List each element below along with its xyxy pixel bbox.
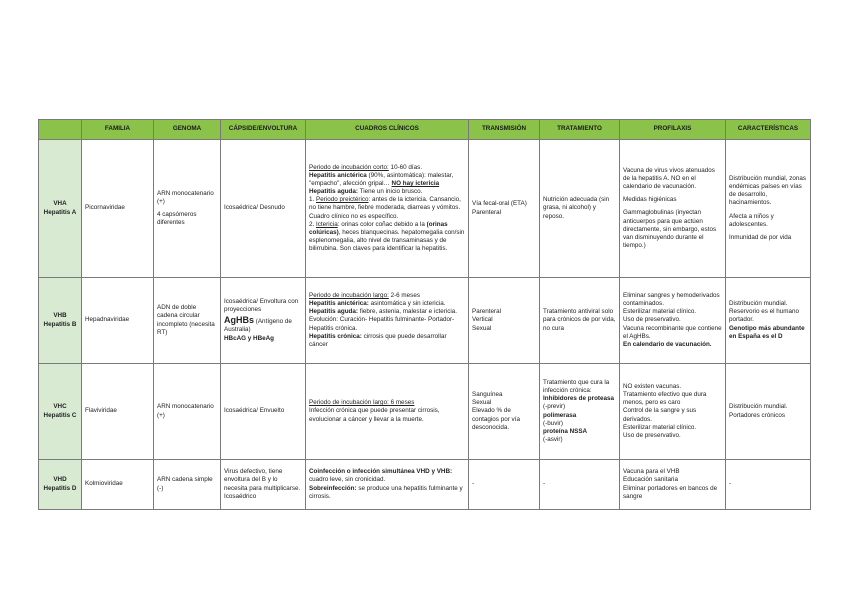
table-row-vha (39, 140, 811, 278)
profilaxis-cell (620, 278, 726, 364)
header-genoma: GENOMA (154, 120, 221, 140)
text: Infección crónica que puede presentar cirrosis, evolucionar a cáncer y llevar a la muerte. (309, 407, 440, 423)
text-bold: Hepatitis aguda: (309, 188, 358, 196)
capside-cell: Icosaédrica/ Desnudo (221, 140, 306, 278)
text: 2-6 meses (388, 291, 420, 299)
genoma-line: 4 capsómeros diferentes (157, 211, 197, 227)
caracteristicas-cell: - (726, 460, 811, 510)
text: , heces blanquecinas. hepatomegalia con/sin esplenomegalia, alto nivel de transaminasas y de bilirrubina. Son claves para identificar la hepatitis. (309, 228, 465, 253)
tratamiento-cell: - (540, 460, 620, 510)
text: asintomática y sin ictericia. (368, 300, 446, 308)
capside-line: Icosaédrica/ Envoltura con proyecciones (224, 298, 299, 314)
tratamiento-cell (540, 364, 620, 460)
caracteristicas-line: Inmunidad de por vida (729, 233, 792, 241)
profilaxis-line: Eliminar portadores en bancos de sangre (623, 484, 718, 500)
capside-line: HBcAG y HBeAg (224, 334, 275, 342)
text-underline: Periodo preictérico (316, 196, 369, 204)
profilaxis-line: Educación sanitaria (623, 476, 678, 484)
text-bold: (orinas colúricas) (309, 220, 448, 236)
tratamiento-line: Tratamiento que cura la infección crónica: (543, 378, 610, 394)
cuadros-clinicos-cell (306, 278, 469, 364)
transmision-line: Vertical (472, 316, 493, 324)
profilaxis-line: Uso de preservativo. (623, 431, 681, 439)
profilaxis-line: Medidas higiénicas (623, 196, 677, 204)
transmision-line: Vía fecal-oral (ETA) (472, 200, 527, 208)
hepatitis-table (38, 119, 811, 510)
profilaxis-cell (620, 364, 726, 460)
text-underline: Ictericia (316, 220, 338, 228)
text-underline: Periodo de incubación largo: 6 meses (309, 399, 415, 407)
tratamiento-line: (-previr) (543, 403, 566, 411)
profilaxis-line: Esterilizar material clínico. (623, 308, 697, 316)
text: 2. (309, 220, 317, 228)
virus-name: VHB Hepatitis B (39, 278, 82, 364)
caracteristicas-line: Distribución mundial. (729, 403, 788, 411)
caracteristicas-cell (726, 364, 811, 460)
transmision-line: Sexual (472, 399, 492, 407)
cuadros-clinicos-cell (306, 140, 469, 278)
caracteristicas-cell (726, 140, 811, 278)
profilaxis-line: Tratamiento efectivo que dura menos, pero es caro (623, 391, 707, 407)
cuadros-clinicos-cell (306, 364, 469, 460)
transmision-line: Parenteral (472, 208, 502, 216)
tratamiento-line: polimerasa (543, 411, 577, 419)
header-familia: FAMILIA (82, 120, 154, 140)
text: 10-60 días. (388, 163, 423, 171)
tratamiento-line: (-buvir) (543, 419, 563, 427)
familia-cell: Kolmioviridae (82, 460, 154, 510)
text: Tiene un inicio brusco. (357, 188, 423, 196)
table-row-vhc (39, 364, 811, 460)
text: cuadro leve, sin cronicidad. (309, 476, 386, 484)
profilaxis-line: Gammaglobulinas (inyectan anticuerpos para que actúen directamente, sin embargo, estos van disminuyendo durante el tiempo.) (623, 209, 717, 250)
familia-cell: Flaviviridae (82, 364, 154, 460)
profilaxis-line: En calendario de vacunación. (623, 340, 712, 348)
capside-cell: Virus defectivo, tiene envoltura del B y lo necesita para multiplicarse. Icosaédrico (221, 460, 306, 510)
text: fiebre, astenia, malestar e ictericia. Evolución: Curación- Hepatitis fulminante- Portador- Hepatitis crónica. (309, 308, 458, 332)
transmision-line: Parenteral (472, 308, 502, 316)
genoma-cell: ARN cadena simple (-) (154, 460, 221, 510)
text-bold: Coinfección o infección simultánea VHD y VHB: (309, 468, 453, 476)
text: : antes de la ictericia. Cansancio, no tiene hambre, fiebre moderada, diarreas y vómitos. Cuadro clínico no es específico. (309, 196, 461, 220)
profilaxis-line: Control de la sangre y sus derivados. (623, 407, 697, 423)
text: cirrosis que puede desarrollar cáncer (309, 332, 447, 348)
virus-name: VHC Hepatitis C (39, 364, 82, 460)
genoma-cell: ADN de doble cadena circular incompleto (necesita RT) (154, 278, 221, 364)
virus-name: VHD Hepatitis D (39, 460, 82, 510)
tratamiento-line: proteína NSSA (543, 427, 588, 435)
header-cuadros-clinicos: CUADROS CLÍNICOS (306, 120, 469, 140)
transmision-cell: - (469, 460, 540, 510)
header-row (39, 120, 811, 140)
text-underline: Periodo de incubación largo: (309, 291, 389, 299)
profilaxis-line: Eliminar sangres y hemoderivados contaminados. (623, 291, 720, 308)
caracteristicas-line: Portadores crónicos (729, 411, 785, 419)
caracteristicas-line: Distribución mundial. (729, 300, 788, 308)
genoma-cell: ARN monocatenario (+) (154, 364, 221, 460)
profilaxis-line: NO existen vacunas. (623, 382, 682, 390)
text: 1. (309, 196, 317, 204)
text-bold: Sobreinfección: (309, 484, 357, 492)
genoma-line: ARN monocatenario (+) (157, 189, 214, 205)
caracteristicas-line: Afecta a niños y adolescentes. (729, 212, 774, 228)
profilaxis-cell (620, 140, 726, 278)
text-bold: Hepatitis aguda: (309, 308, 358, 316)
tratamiento-line: Inhibidores de proteasa (543, 395, 615, 403)
tratamiento-cell: Nutrición adecuada (sin grasa, ni alcohol) y reposo. (540, 140, 620, 278)
caracteristicas-line: Genotipo más abundante en España es el D (729, 324, 805, 340)
profilaxis-line: Vacuna para el VHB (623, 468, 680, 476)
profilaxis-line: Vacuna recombinante que contiene el AgHBs. (623, 324, 722, 340)
familia-cell: Hepadnaviridae (82, 278, 154, 364)
caracteristicas-line: Reservorio es el humano portador. (729, 308, 800, 324)
transmision-cell (469, 140, 540, 278)
text: (Antígeno de Australia) (224, 317, 292, 334)
text: (90%, asintomática): malestar, "empacho", afección gripal… (309, 171, 454, 187)
tratamiento-cell: Tratamiento antiviral solo para crónicos de por vida, no cura (540, 278, 620, 364)
caracteristicas-cell (726, 278, 811, 364)
text: : orinas color coñac debido a la (337, 220, 427, 228)
profilaxis-line: Vacuna de virus vivos atenuados de la hepatitis A. NO en el calendario de vacunación. (623, 166, 715, 191)
transmision-line: Elevado % de contagios por vía desconocida. (472, 407, 520, 431)
capside-cell: Icosaédrica/ Envuelto (221, 364, 306, 460)
text-underline: Periodo de incubación corto: (309, 163, 389, 171)
header-corner (39, 120, 82, 140)
table-row-vhb (39, 278, 811, 364)
familia-cell: Picornaviridae (82, 140, 154, 278)
virus-name: VHA Hepatitis A (39, 140, 82, 278)
table-row-vhd (39, 460, 811, 510)
transmision-line: Sanguínea (472, 391, 503, 399)
header-profilaxis: PROFILAXIS (620, 120, 726, 140)
profilaxis-line: Esterilizar material clínico. (623, 423, 697, 431)
transmision-line: Sexual (472, 324, 492, 332)
transmision-cell (469, 278, 540, 364)
text-bold: Hepatitis anictérica: (309, 300, 369, 308)
capside-cell (221, 278, 306, 364)
header-transmision: TRANSMISIÓN (469, 120, 540, 140)
text-bold: Hepatitis crónica: (309, 332, 362, 340)
text-bold: AgHBs (224, 314, 255, 325)
header-tratamiento: TRATAMIENTO (540, 120, 620, 140)
text-bold: Hepatitis anictérica (309, 171, 367, 179)
tratamiento-line: (-asvir) (543, 436, 563, 444)
header-caracteristicas: CARACTERÍSTICAS (726, 120, 811, 140)
transmision-cell (469, 364, 540, 460)
header-capside: CÁPSIDE/ENVOLTURA (221, 120, 306, 140)
cuadros-clinicos-cell (306, 460, 469, 510)
profilaxis-cell (620, 460, 726, 510)
text: se produce una hepatitis fulminante y cirrosis. (309, 484, 463, 500)
genoma-cell (154, 140, 221, 278)
caracteristicas-line: Distribución mundial, zonas endémicas países en vías de desarrollo, hacinamientos. (729, 174, 806, 207)
text-bold-underline: NO hay ictericia (391, 179, 440, 187)
profilaxis-line: Uso de preservativo. (623, 316, 681, 324)
